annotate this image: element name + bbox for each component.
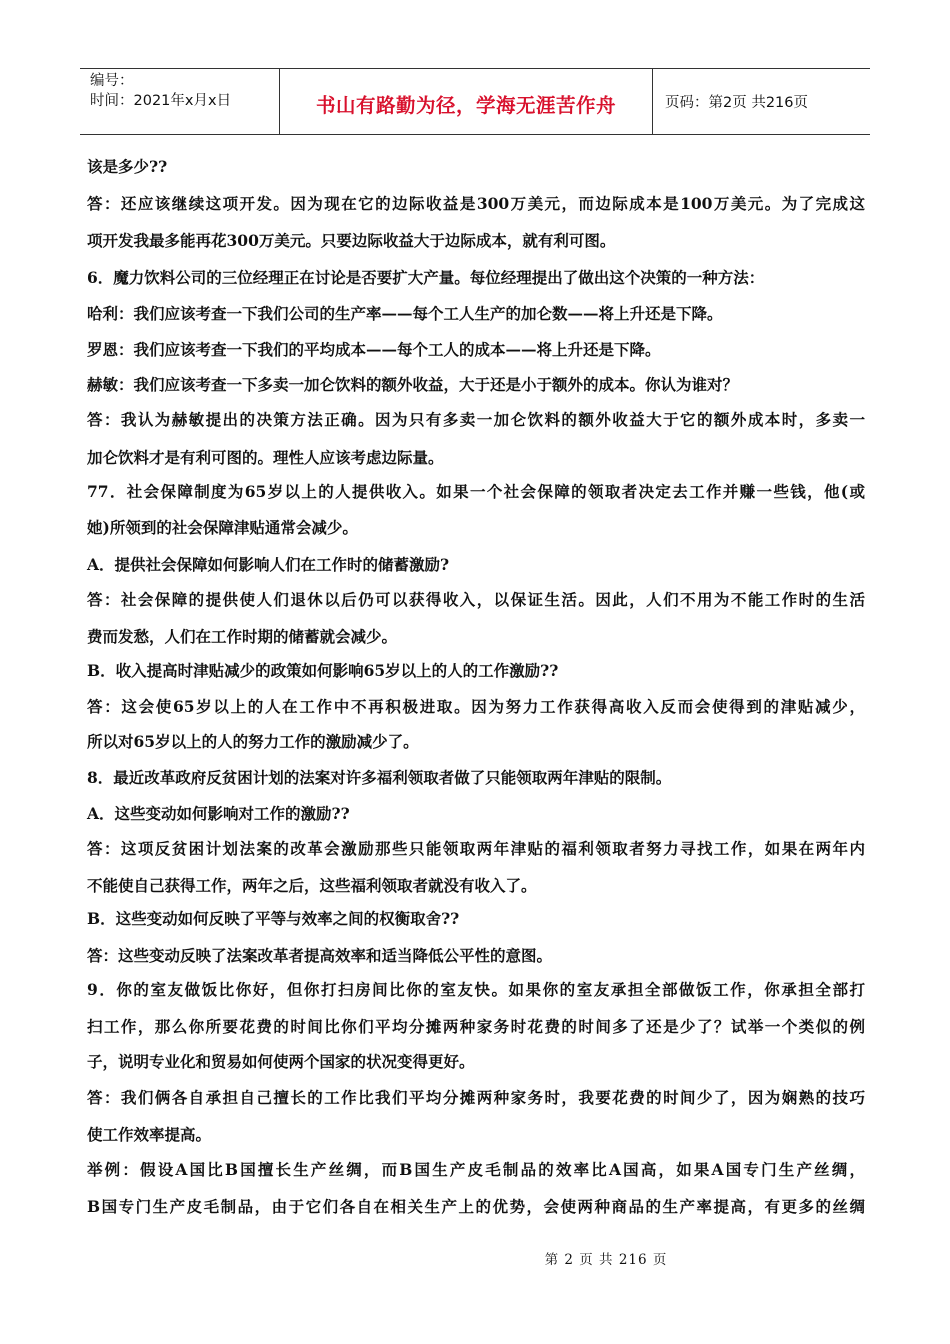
text-line: 答：我们俩各自承担自己擅长的工作比我们平均分摊两种家务时，我要花费的时间少了，因为娴熟的技巧	[87, 1088, 865, 1107]
text-line: 罗恩：我们应该考查一下我们的平均成本——每个工人的成本——将上升还是下降。	[87, 340, 661, 359]
header-meta	[80, 69, 280, 134]
header-page-info: 页码：第2页 共216页	[665, 95, 809, 111]
motto: 书山有路勤为径，学海无涯苦作舟	[315, 93, 616, 117]
text-line: 不能使自己获得工作，两年之后，这些福利领取者就没有收入了。	[87, 876, 537, 895]
text-line: A．提供社会保障如何影响人们在工作时的储蓄激励?	[87, 555, 450, 574]
text-line: B．这些变动如何反映了平等与效率之间的权衡取舍??	[87, 909, 460, 928]
text-line: 费而发愁，人们在工作时期的储蓄就会减少。	[87, 627, 398, 646]
text-line: B国专门生产皮毛制品，由于它们各自在相关生产上的优势，会使两种商品的生产率提高，有更多的丝绸	[87, 1197, 865, 1216]
text-line: 9．你的室友做饭比你好，但你打扫房间比你的室友快。如果你的室友承担全部做饭工作，你承担全部打	[87, 980, 865, 999]
text-line: B．收入提高时津贴减少的政策如何影响65岁以上的人的工作激励??	[87, 661, 559, 680]
text-line: 举例：假设A国比B国擅长生产丝绸，而B国生产皮毛制品的效率比A国高，如果A国专门生产丝绸，	[87, 1160, 865, 1179]
text-line: 使工作效率提高。	[87, 1125, 212, 1144]
date-label: 时间：2021年x月x日	[90, 93, 232, 109]
text-line: 8．最近改革政府反贫困计划的法案对许多福利领取者做了只能领取两年津贴的限制。	[87, 768, 672, 787]
text-line: 答：这会使65岁以上的人在工作中不再积极进取。因为努力工作获得高收入反而会使得到的津贴减少，	[87, 697, 865, 716]
text-line: 扫工作，那么你所要花费的时间比你们平均分摊两种家务时花费的时间多了还是少了？试举一个类似的例	[87, 1017, 865, 1036]
text-line: 子，说明专业化和贸易如何使两个国家的状况变得更好。	[87, 1052, 475, 1071]
page-footer: 第 2 页 共 216 页	[544, 1252, 668, 1268]
text-line: 赫敏：我们应该考查一下多卖一加仑饮料的额外收益，大于还是小于额外的成本。你认为谁对？	[87, 375, 739, 394]
text-line: 她)所领到的社会保障津贴通常会减少。	[87, 518, 358, 537]
serial-label: 编号：	[90, 73, 134, 89]
text-line: 该是多少??	[87, 157, 168, 176]
text-line: 哈利：我们应该考查一下我们公司的生产率——每个工人生产的加仑数——将上升还是下降。	[87, 304, 723, 323]
header-motto-cell	[280, 69, 653, 134]
text-line: 加仑饮料才是有利可图的。理性人应该考虑边际量。	[87, 448, 444, 467]
page-header	[80, 68, 870, 135]
text-line: 77．社会保障制度为65岁以上的人提供收入。如果一个社会保障的领取者决定去工作并赚一些钱，他(或	[87, 482, 865, 501]
text-line: 答：还应该继续这项开发。因为现在它的边际收益是300万美元，而边际成本是100万美元。为了完成这	[87, 194, 865, 213]
text-line: A．这些变动如何影响对工作的激励??	[87, 804, 350, 823]
text-line: 所以对65岁以上的人的努力工作的激励减少了。	[87, 732, 419, 751]
text-line: 答：这些变动反映了法案改革者提高效率和适当降低公平性的意图。	[87, 946, 553, 965]
text-line: 答：这项反贫困计划法案的改革会激励那些只能领取两年津贴的福利领取者努力寻找工作，如果在两年内	[87, 839, 865, 858]
text-line: 6．魔力饮料公司的三位经理正在讨论是否要扩大产量。每位经理提出了做出这个决策的一种方法：	[87, 268, 765, 287]
text-line: 项开发我最多能再花300万美元。只要边际收益大于边际成本，就有利可图。	[87, 231, 616, 250]
text-line: 答：我认为赫敏提出的决策方法正确。因为只有多卖一加仑饮料的额外收益大于它的额外成本时，多卖一	[87, 410, 865, 429]
text-line: 答：社会保障的提供使人们退休以后仍可以获得收入，以保证生活。因此，人们不用为不能工作时的生活	[87, 590, 865, 609]
